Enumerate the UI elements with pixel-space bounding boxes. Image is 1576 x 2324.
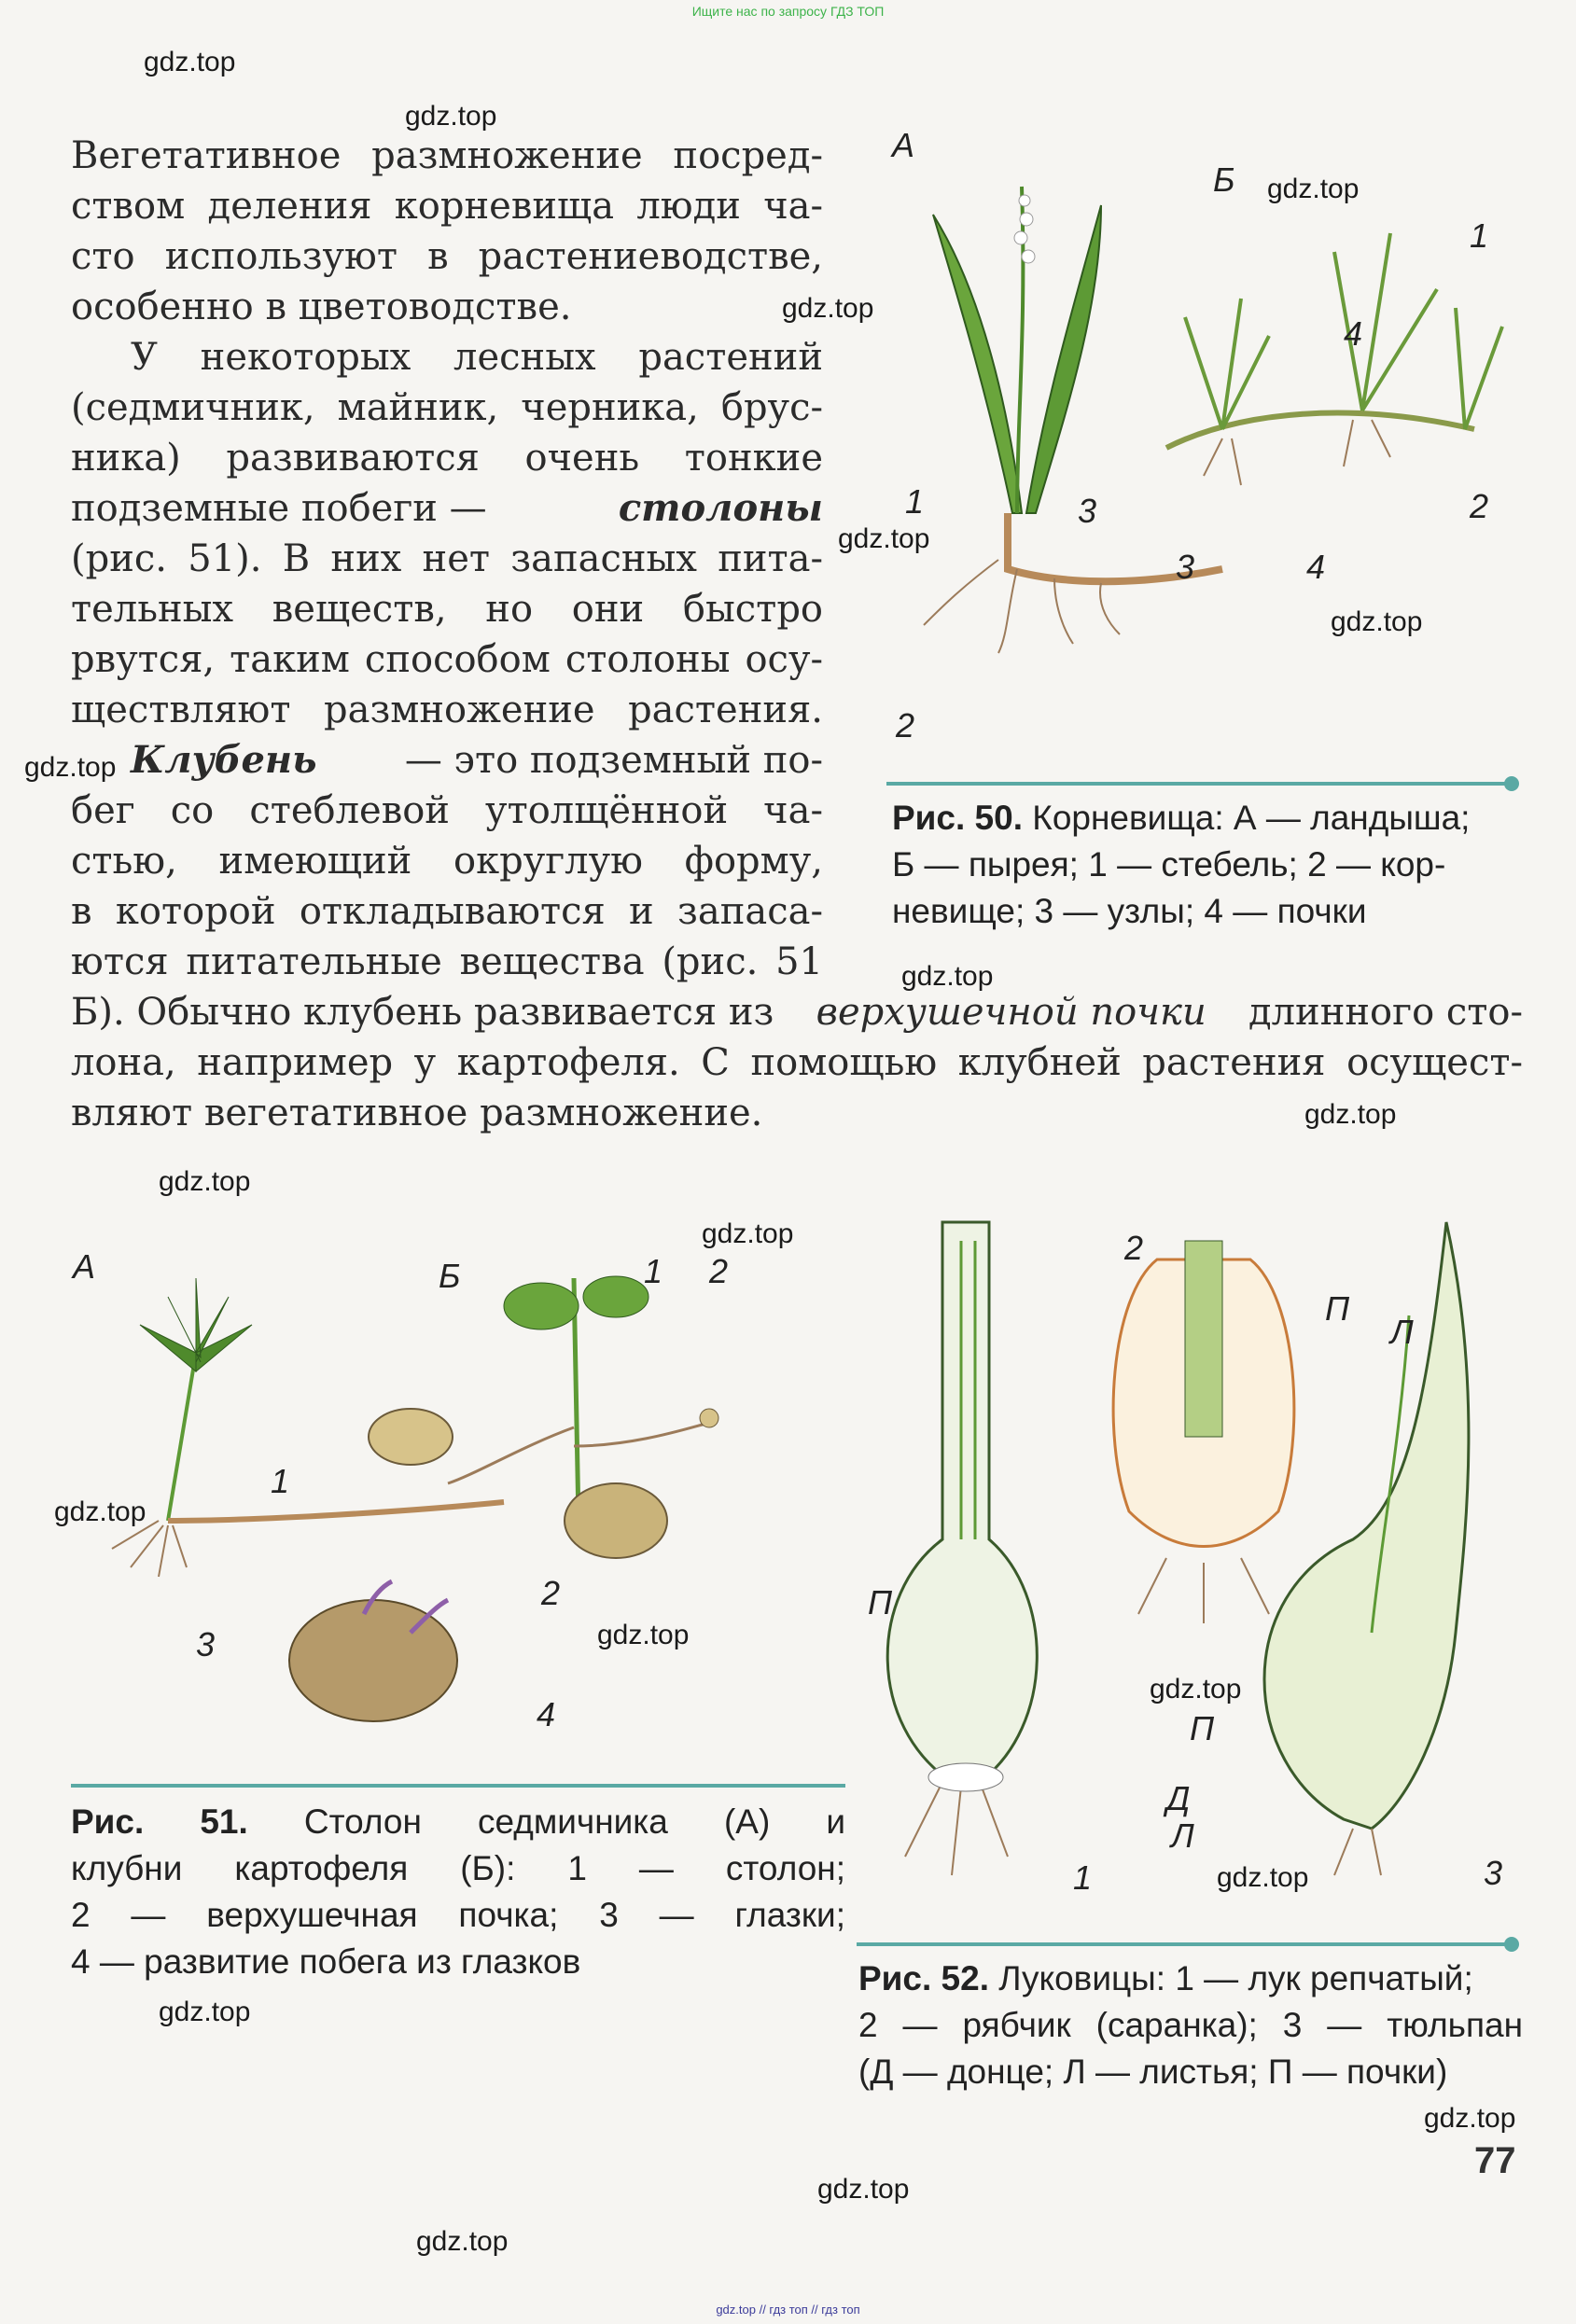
figure-50-caption (892, 795, 1527, 935)
text-line: особенно в цветоводстве. (71, 285, 572, 328)
label-l: Л (1390, 1313, 1414, 1351)
couch-grass-drawing (1166, 233, 1502, 485)
caption-text: Б — пырея; 1 — стебель; 2 — кор- (892, 845, 1446, 884)
label-3: 3 (1176, 548, 1195, 586)
label-1: 1 (905, 482, 925, 521)
text-line (71, 987, 1523, 1037)
label-1: 1 (271, 1462, 290, 1500)
label-2: 2 (1470, 487, 1489, 525)
watermark: gdz.top (782, 293, 874, 324)
label-d: Д (1166, 1779, 1191, 1817)
label-1: 1 (1073, 1858, 1093, 1897)
caption-divider (71, 1784, 845, 1788)
caption-divider (886, 782, 1512, 786)
text-line: У некоторых лесных растений (131, 336, 823, 379)
caption-number: Рис. 51. (71, 1802, 248, 1841)
watermark: gdz.top (901, 961, 994, 992)
figure-52-caption (858, 1955, 1523, 2095)
label-p: П (1190, 1709, 1215, 1747)
text-line (131, 735, 823, 786)
watermark: gdz.top (1150, 1674, 1242, 1705)
watermark: gdz.top (1217, 1862, 1309, 1893)
text-span: длинного сто- (1248, 991, 1523, 1034)
watermark: gdz.top (416, 2226, 509, 2257)
term-tuber: Клубень (131, 738, 317, 782)
figure-51-stolon-tubers (56, 1241, 858, 1782)
text-line: Вегетативное размножение посред- (71, 134, 823, 177)
label-4: 4 (1306, 548, 1326, 586)
watermark: gdz.top (838, 523, 930, 554)
watermark: gdz.top (597, 1620, 690, 1650)
watermark: gdz.top (144, 47, 236, 77)
caption-divider-dot (1504, 1937, 1519, 1952)
label-1: 1 (644, 1252, 663, 1290)
text-span: Б). Обычно клубень развивается из (71, 991, 774, 1034)
caption-text: (Д — донце; Л — листья; П — почки) (858, 2053, 1448, 2091)
watermark: gdz.top (159, 1997, 251, 2027)
page-number: 77 (1474, 2140, 1516, 2181)
caption-divider-dot (1504, 776, 1519, 791)
caption-number: Рис. 52. (858, 1959, 989, 1997)
onion-bulb-drawing (887, 1222, 1037, 1875)
caption-text: 2 — рябчик (саранка); 3 — тюльпан (858, 2006, 1523, 2044)
caption-text: Корневища: А — ландыша; (1032, 799, 1471, 837)
term-stolons: столоны (618, 486, 823, 530)
watermark: gdz.top (1424, 2103, 1516, 2134)
caption-text: Луковицы: 1 — лук репчатый; (998, 1959, 1473, 1997)
caption-text: Столон седмичника (А) и (303, 1802, 846, 1841)
caption-text: клубни картофеля (Б): 1 — столон; (71, 1849, 845, 1887)
fritillary-bulb-drawing (1113, 1241, 1294, 1623)
text-line: тельных веществ, но они быстро (71, 588, 823, 631)
figure-52-bulbs (849, 1204, 1540, 1913)
text-line: (рис. 51). В них нет запасных пита- (71, 537, 823, 580)
tulip-bulb-drawing (1264, 1222, 1469, 1875)
watermark: gdz.top (1304, 1099, 1397, 1130)
text-span: подземные побеги — (71, 487, 487, 530)
watermark: gdz.top (54, 1496, 146, 1527)
text-line: ществляют размножение растения. (71, 689, 823, 731)
label-2: 2 (896, 706, 915, 745)
text-line: рвутся, таким способом столоны осу- (71, 638, 823, 681)
sprouting-tuber-drawing (289, 1581, 457, 1721)
text-line: ника) развиваются очень тонкие (71, 437, 823, 480)
caption-divider (857, 1942, 1510, 1946)
watermark: gdz.top (817, 2174, 910, 2205)
label-4: 4 (537, 1695, 556, 1733)
label-2: 2 (709, 1252, 729, 1290)
label-2: 2 (1124, 1229, 1144, 1267)
caption-text: невище; 3 — узлы; 4 — почки (892, 892, 1367, 930)
watermark: gdz.top (405, 101, 497, 132)
label-3: 3 (196, 1625, 216, 1663)
watermark: gdz.top (702, 1218, 794, 1249)
text-span: — это подземный по- (404, 739, 823, 782)
figure-label-a: А (73, 1247, 96, 1286)
figure-label-b: Б (439, 1257, 461, 1295)
text-line: сто используют в растениеводстве, (71, 235, 823, 278)
text-line: ством деления корневища люди ча- (71, 185, 823, 228)
watermark: gdz.top (159, 1166, 251, 1197)
figure-label-a: А (892, 126, 915, 164)
watermark: gdz.top (1267, 174, 1360, 204)
figure-51-caption (71, 1799, 845, 1985)
potato-plant-drawing (369, 1276, 718, 1558)
text-line: (седмичник, майник, черника, брус- (71, 386, 823, 429)
text-line: лона, например у картофеля. С помощью клубней растения осущест- (71, 1041, 1523, 1084)
text-line: бег со стеблевой утолщённой ча- (71, 789, 823, 832)
label-3: 3 (1078, 492, 1097, 530)
caption-text: 4 — развитие побега из глазков (71, 1942, 581, 1981)
text-line: стью, имеющий округлую форму, (71, 840, 823, 883)
watermark: gdz.top (1331, 606, 1423, 637)
text-line: в которой откладываются и запаса- (71, 890, 823, 933)
term-apical-bud: верхушечной почки (816, 991, 1206, 1034)
caption-number: Рис. 50. (892, 799, 1023, 837)
caption-text: 2 — верхушечная почка; 3 — глазки; (71, 1896, 845, 1934)
label-p: П (868, 1583, 893, 1621)
watermark: gdz.top (24, 752, 117, 783)
label-2: 2 (541, 1574, 561, 1612)
figure-50-rhizomes (868, 121, 1540, 756)
text-line (71, 483, 823, 534)
footer-links[interactable]: gdz.top // гдз топ // гдз топ (716, 2303, 860, 2317)
figure-label-b: Б (1213, 160, 1235, 199)
label-1: 1 (1470, 216, 1489, 255)
label-l: Л (1171, 1816, 1194, 1855)
text-line: вляют вегетативное размножение. (71, 1092, 763, 1134)
search-hint[interactable]: Ищите нас по запросу ГДЗ ТОП (691, 4, 885, 19)
label-p: П (1325, 1289, 1350, 1328)
label-4: 4 (1344, 314, 1363, 353)
label-3: 3 (1484, 1854, 1503, 1892)
text-line: ются питательные вещества (рис. 51 (71, 940, 823, 983)
